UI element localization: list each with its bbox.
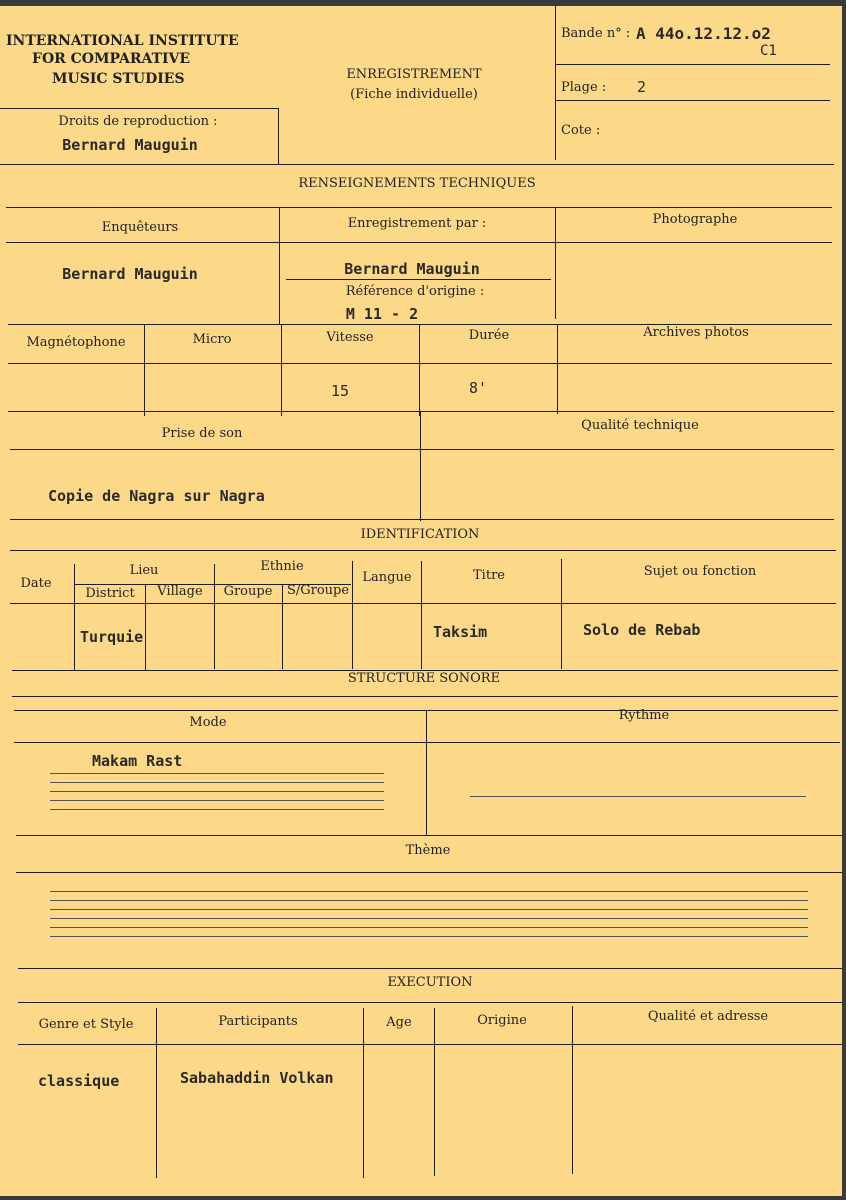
section-identification-title: IDENTIFICATION <box>360 527 480 542</box>
bande-suffix: C1 <box>760 43 777 59</box>
qualite-label: Qualité technique <box>581 418 699 433</box>
reference-label: Référence d'origine : <box>345 284 485 299</box>
rule-droits-right <box>278 108 279 164</box>
theme-line-4 <box>50 918 808 919</box>
theme-line-5 <box>50 927 808 928</box>
rule-tech-5 <box>8 411 834 412</box>
section-technique-title: RENSEIGNEMENTS TECHNIQUES <box>298 176 536 191</box>
section-structure-title: STRUCTURE SONORE <box>347 671 501 686</box>
district-label: District <box>85 586 135 601</box>
enregistrement-value: Bernard Mauguin <box>344 260 480 278</box>
titre-value: Taksim <box>433 623 488 641</box>
rule-id-v7 <box>561 559 562 669</box>
bande-label: Bande n° : <box>561 26 631 41</box>
titre-label: Titre <box>473 568 505 583</box>
date-label: Date <box>20 576 52 591</box>
mode-line-1 <box>50 773 384 774</box>
district-value: Turquie <box>80 628 144 646</box>
mode-line-4 <box>50 800 384 801</box>
theme-line-6 <box>50 936 808 937</box>
village-label: Village <box>157 584 203 599</box>
rule-id-v1 <box>74 564 75 670</box>
duree-label: Durée <box>468 328 510 343</box>
droits-label: Droits de reproduction : <box>58 114 218 129</box>
rule-tech-2 <box>6 242 832 243</box>
lieu-label: Lieu <box>129 563 159 578</box>
rule-id-2 <box>10 603 836 604</box>
rule-id-v4 <box>282 584 283 669</box>
rule-id-v6 <box>421 561 422 669</box>
rule-droits-top <box>0 108 278 109</box>
mode-line-5 <box>50 809 384 810</box>
rule-tech-v5 <box>419 324 420 416</box>
enregistrement-label: Enregistrement par : <box>347 216 487 231</box>
rule-id-v3 <box>214 564 215 669</box>
rythme-line <box>470 796 806 797</box>
archives-label: Archives photos <box>643 325 749 340</box>
recording-form-card <box>0 6 842 1196</box>
genre-label: Genre et Style <box>38 1017 134 1032</box>
mode-line-3 <box>50 791 384 792</box>
cote-label: Cote : <box>561 123 601 138</box>
rule-exec-v1 <box>156 1008 157 1178</box>
rule-exec-1 <box>18 1002 842 1003</box>
theme-line-1 <box>50 891 808 892</box>
plage-label: Plage : <box>561 80 607 95</box>
rule-id-1 <box>10 550 836 551</box>
rule-tech-v6 <box>557 324 558 414</box>
photographe-label: Photographe <box>652 212 738 227</box>
magnetophone-label: Magnétophone <box>26 335 126 350</box>
theme-line-3 <box>50 909 808 910</box>
rule-tech-v3 <box>144 324 145 416</box>
sgroupe-label: S/Groupe <box>286 583 350 598</box>
groupe-label: Groupe <box>223 584 273 599</box>
enqueteurs-label: Enquêteurs <box>101 220 179 235</box>
vitesse-label: Vitesse <box>326 330 374 345</box>
rule-tech-v4 <box>281 324 282 416</box>
enqueteurs-value: Bernard Mauguin <box>62 265 198 283</box>
prise-value: Copie de Nagra sur Nagra <box>48 487 265 505</box>
section-execution-title: EXECUTION <box>387 975 473 990</box>
reference-value: M 11 - 2 <box>345 305 419 323</box>
duree-value: 8' <box>468 379 488 397</box>
sujet-value: Solo de Rebab <box>583 621 701 639</box>
theme-line-2 <box>50 900 808 901</box>
rule-struct-3 <box>14 742 840 743</box>
participants-value: Sabahaddin Volkan <box>180 1069 334 1087</box>
theme-label: Thème <box>405 843 451 858</box>
prise-label: Prise de son <box>161 426 243 441</box>
rule-exec-v4 <box>572 1006 573 1174</box>
mode-line-2 <box>50 782 384 783</box>
rule-struct-1 <box>12 696 838 697</box>
sujet-label: Sujet ou fonction <box>643 564 757 579</box>
rule-id-v2 <box>145 584 146 670</box>
rule-bande <box>555 64 830 65</box>
header-divider-right <box>555 6 556 160</box>
micro-label: Micro <box>192 332 232 347</box>
rule-tech-1 <box>6 207 832 208</box>
rule-tech-v2 <box>555 207 556 319</box>
mode-value: Makam Rast <box>92 752 183 770</box>
rule-tech-v1 <box>279 207 280 325</box>
rule-header-bottom <box>0 164 834 165</box>
bande-value: A 44o.12.12.o2 <box>636 24 771 43</box>
rule-struct-5 <box>16 872 842 873</box>
rythme-label: Rythme <box>618 708 670 723</box>
langue-label: Langue <box>362 570 412 585</box>
ethnie-label: Ethnie <box>260 559 304 574</box>
rule-tech-7 <box>10 519 834 520</box>
plage-value: 2 <box>637 78 647 96</box>
rule-struct-v1 <box>426 710 427 835</box>
form-title: ENREGISTREMENT <box>346 67 482 82</box>
mode-label: Mode <box>189 715 227 730</box>
institute-line-2: FOR COMPARATIVE <box>32 51 191 67</box>
age-label: Age <box>386 1015 412 1030</box>
droits-value: Bernard Mauguin <box>62 136 198 154</box>
rule-tech-6 <box>10 449 834 450</box>
origine-label: Origine <box>477 1013 527 1028</box>
rule-plage <box>555 100 830 101</box>
rule-exec-2 <box>18 1044 842 1045</box>
rule-enregistrement-under <box>286 279 551 280</box>
genre-value: classique <box>38 1072 120 1090</box>
vitesse-value: 15 <box>330 382 350 400</box>
rule-struct-6 <box>18 968 842 969</box>
adresse-label: Qualité et adresse <box>647 1009 769 1024</box>
rule-tech-4 <box>8 363 832 364</box>
rule-tech-v7 <box>420 411 421 521</box>
rule-exec-v2 <box>363 1008 364 1178</box>
rule-exec-v3 <box>434 1008 435 1176</box>
participants-label: Participants <box>218 1014 298 1029</box>
form-subtitle: (Fiche individuelle) <box>350 87 478 102</box>
rule-id-v5 <box>352 561 353 669</box>
institute-line-1: INTERNATIONAL INSTITUTE <box>6 33 239 49</box>
rule-struct-4 <box>16 835 842 836</box>
institute-line-3: MUSIC STUDIES <box>52 71 185 87</box>
